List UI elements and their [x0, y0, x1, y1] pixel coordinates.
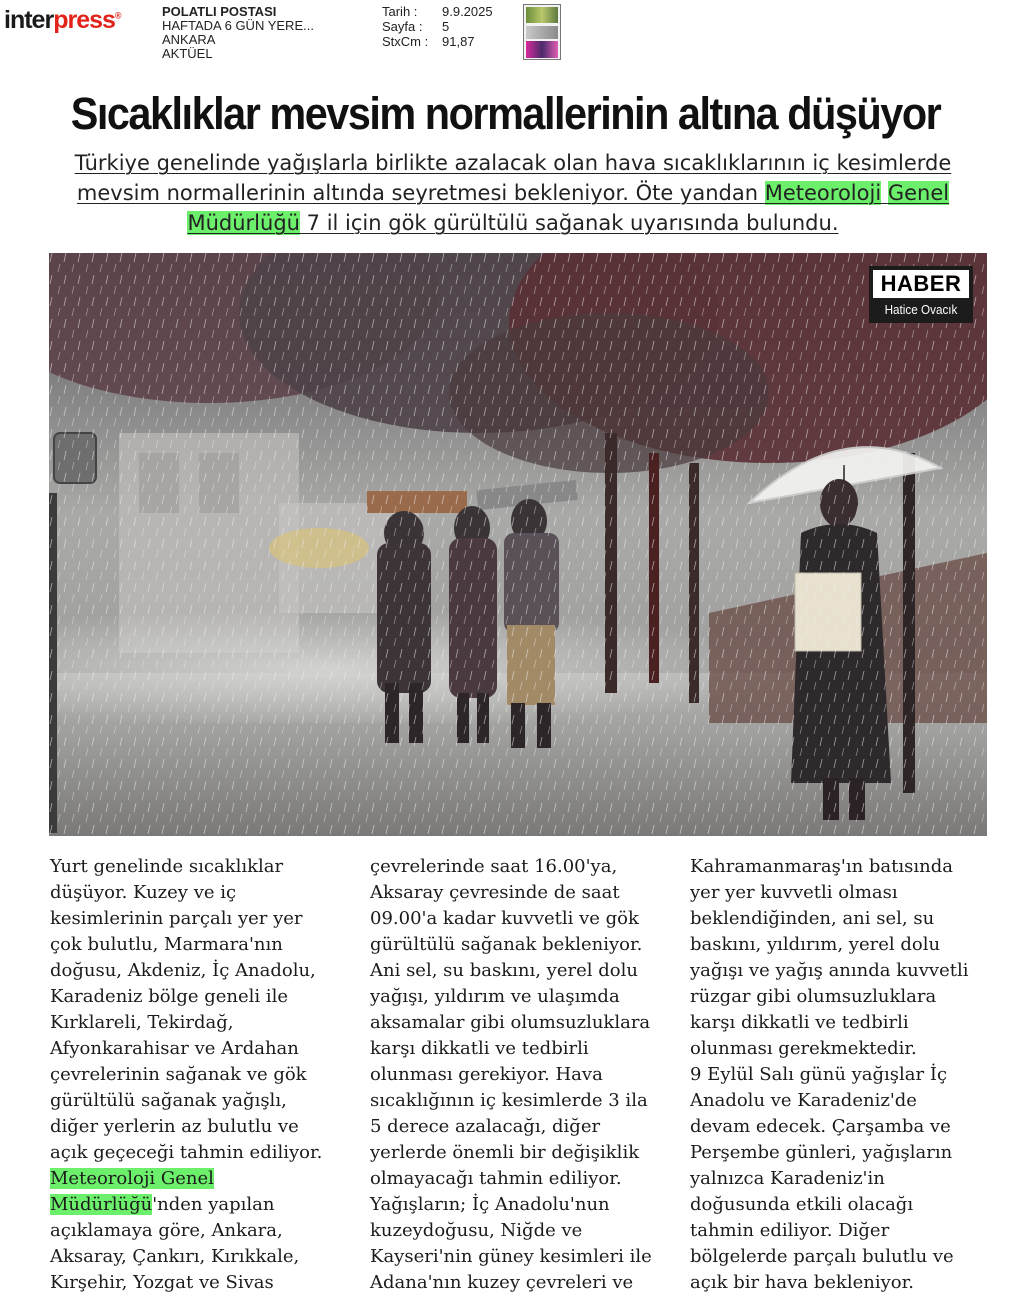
logo-accent-text: press	[53, 6, 115, 34]
publication-info	[162, 5, 314, 61]
column-2-line: olmayacağı tahmin ediliyor.	[370, 1168, 622, 1189]
column-3-line: beklendiğinden, ani sel, su	[690, 908, 935, 929]
column-2-line: Ani sel, su baskını, yerel dolu	[370, 960, 638, 981]
column-1-highlight-a: Meteoroloji Genel	[50, 1168, 214, 1189]
column-2-line: yerlerde önemli bir değişiklik	[370, 1142, 640, 1163]
body-column-3	[690, 854, 1005, 1296]
column-1-line: Kırşehir, Yozgat ve Sivas	[50, 1272, 274, 1293]
column-1-line: çevrelerinin sağanak ve gök	[50, 1064, 307, 1085]
column-1-line-highlighted	[50, 1192, 365, 1218]
column-2-line: çevrelerinde saat 16.00'ya,	[370, 856, 618, 877]
thumbnail-block-middle	[526, 26, 558, 39]
size-label: StxCm :	[382, 34, 429, 49]
column-3-line: devam edecek. Çarşamba ve	[690, 1116, 951, 1137]
lead-highlight-2: Genel	[887, 181, 950, 205]
clip-metadata	[382, 4, 493, 49]
column-3-line: rüzgar gibi olumsuzluklara	[690, 986, 937, 1007]
column-1-line: açıklamaya göre, Ankara,	[50, 1220, 283, 1241]
body-column-1	[50, 854, 365, 1296]
column-3-line: tahmin ediliyor. Diğer	[690, 1220, 890, 1241]
publication-name: POLATLI POSTASI	[162, 4, 277, 19]
lead-highlight-1: Meteoroloji	[764, 181, 882, 205]
column-1-line: düşüyor. Kuzey ve iç	[50, 882, 237, 903]
column-1-line: diğer yerlerin az bulutlu ve	[50, 1116, 299, 1137]
column-3-line: olunması gerekmektedir.	[690, 1038, 917, 1059]
column-3-line: Kahramanmaraş'ın batısında	[690, 856, 953, 877]
lead-text-2: 7 il için gök gürültülü sağanak uyarısında bulundu.	[299, 211, 839, 235]
column-1-line-highlighted	[50, 1166, 365, 1192]
lead-space-1	[881, 181, 888, 205]
column-3-line: baskını, yıldırım, yerel dolu	[690, 934, 941, 955]
column-3-line: Perşembe günleri, yağışların	[690, 1142, 953, 1163]
column-1-line: doğusu, Akdeniz, İç Anadolu,	[50, 960, 316, 981]
column-3-line: yalnızca Karadeniz'in	[690, 1168, 885, 1189]
interpress-logo	[4, 6, 121, 35]
size-value: 91,87	[442, 34, 475, 49]
column-1-line: Karadeniz bölge geneli ile	[50, 986, 289, 1007]
column-2-line: sıcaklığının iç kesimlerde 3 ila	[370, 1090, 648, 1111]
column-2-line: olunması gerekiyor. Hava	[370, 1064, 603, 1085]
publication-frequency: HAFTADA 6 GÜN YERE...	[162, 18, 314, 33]
column-1-line: Afyonkarahisar ve Ardahan	[50, 1038, 299, 1059]
publication-city: ANKARA	[162, 32, 216, 47]
column-1-line: Aksaray, Çankırı, Kırıkkale,	[50, 1246, 300, 1267]
date-label: Tarih :	[382, 4, 418, 19]
column-1-line: çok bulutlu, Marmara'nın	[50, 934, 283, 955]
column-1-line: kesimlerinin parçalı yer yer	[50, 908, 303, 929]
thumbnail-block-bottom	[526, 41, 558, 58]
column-2-line: Yağışların; İç Anadolu'nun	[370, 1194, 610, 1215]
column-3-line: Anadolu ve Karadeniz'de	[690, 1090, 917, 1111]
article-headline: Sıcaklıklar mevsim normallerinin altına düşüyor	[70, 88, 941, 139]
column-2-line: 09.00'a kadar kuvvetli ve gök	[370, 908, 639, 929]
column-2-line: gürültülü sağanak bekleniyor.	[370, 934, 643, 955]
lead-highlight-3: Müdürlüğü	[187, 211, 300, 235]
haber-badge	[869, 266, 973, 323]
rain-scene-illustration	[49, 253, 987, 836]
column-1-line: açık geçeceği tahmin ediliyor.	[50, 1142, 323, 1163]
article-photo	[49, 253, 987, 836]
column-3-line: açık bir hava bekleniyor.	[690, 1272, 914, 1293]
badge-title: HABER	[873, 270, 969, 298]
column-2-line: 5 derece azalacağı, diğer	[370, 1116, 601, 1137]
thumbnail-block-top	[526, 7, 558, 23]
column-2-line: Aksaray çevresinde de saat	[370, 882, 620, 903]
column-2-line: Adana'nın kuzey çevreleri ve	[370, 1272, 634, 1293]
publication-section: AKTÜEL	[162, 46, 213, 61]
column-1-line: Kırklareli, Tekirdağ,	[50, 1012, 234, 1033]
badge-author: Hatice Ovacık	[884, 302, 958, 317]
column-1-line: Yurt genelinde sıcaklıklar	[50, 856, 284, 877]
column-3-line: bölgelerde parçalı bulutlu ve	[690, 1246, 954, 1267]
article-lead	[40, 148, 986, 238]
page-thumbnail[interactable]	[523, 4, 561, 60]
column-1-highlight-b: Müdürlüğü	[50, 1194, 153, 1215]
lead-text-1: Türkiye genelinde yağışlarla birlikte azalacak olan hava sıcaklıklarının iç kesimlerde mevsim normallerinin altında seyretmesi bekleniyor. Öte yandan	[74, 151, 952, 205]
column-3-line: doğusunda etkili olacağı	[690, 1194, 914, 1215]
column-2-line: kuzeydoğusu, Niğde ve	[370, 1220, 583, 1241]
column-2-line: aksamalar gibi olumsuzluklara	[370, 1012, 651, 1033]
column-2-line: Kayseri'nin güney kesimleri ile	[370, 1246, 652, 1267]
page-label: Sayfa :	[382, 19, 423, 34]
date-value: 9.9.2025	[442, 4, 493, 19]
column-1-line: gürültülü sağanak yağışlı,	[50, 1090, 287, 1111]
column-2-line: yağışı, yıldırım ve ulaşımda	[370, 986, 620, 1007]
column-3-line: yer yer kuvvetli olması	[690, 882, 898, 903]
logo-main-text: inter	[4, 6, 54, 34]
column-3-line: yağışı ve yağış anında kuvvetli	[690, 960, 969, 981]
column-2-line: karşı dikkatli ve tedbirli	[370, 1038, 589, 1059]
page-value: 5	[442, 19, 450, 34]
column-3-line: 9 Eylül Salı günü yağışlar İç	[690, 1064, 948, 1085]
body-column-2	[370, 854, 685, 1296]
column-1-highlight-rest: 'nden yapılan	[152, 1194, 275, 1215]
logo-registered-mark: ®	[114, 10, 121, 21]
column-3-line: karşı dikkatli ve tedbirli	[690, 1012, 909, 1033]
